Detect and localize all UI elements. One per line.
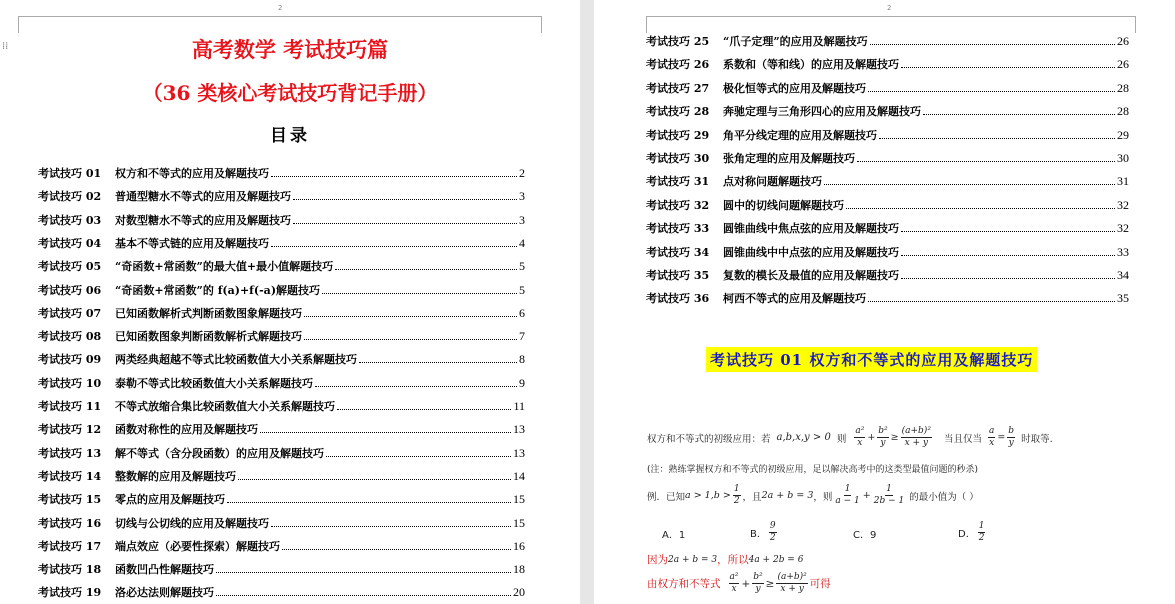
toc-entry-title: 张角定理的应用及解题技巧 [723,152,855,165]
toc-entry[interactable] [38,536,525,554]
toc-entry-number: 考试技巧 28 [646,105,710,119]
toc-entry-page: 15 [513,515,525,530]
fraction-1-2: $\frac{1}{2}$ [733,484,740,506]
toc-entry-title: 整数解的应用及解题技巧 [115,469,236,483]
toc-entry-title: 已知函数图象判断函数解析式解题技巧 [115,330,302,344]
solution-text: 由权方和不等式 [647,578,721,590]
toc-entry-number: 考试技巧 35 [646,269,710,282]
toc-entry-page: 16 [513,538,525,553]
toc-entry-page: 13 [513,422,525,437]
note-text: (注：熟练掌握权方和不等式的初级应用，足以解决高考中的这类型最值问题的秒杀) [647,465,979,475]
toc-entry[interactable] [646,171,1129,189]
toc-leader-dots [304,316,517,317]
toc-leader-dots [271,176,517,177]
toc-entry-number: 考试技巧 19 [38,586,102,600]
toc-entry-number: 考试技巧 05 [38,260,102,274]
toc-entry-title: 切线与公切线的应用及解题技巧 [115,516,269,530]
toc-entry-page: 20 [513,585,525,600]
toc-leader-dots [293,199,517,200]
fraction-ab2-xy: $\frac{\text{(a+b)²}}{x + y}$ [901,426,931,448]
toc-entry-title: “奇函数+常函数”的 f(a)+f(-a)解题技巧 [115,283,321,297]
document-page-left [0,0,580,604]
toc-entry-page: 26 [1117,57,1129,72]
fraction-ab2-xy: $\frac{\text{(a+b)²}}{x + y}$ [777,572,807,594]
toc-entry[interactable] [646,265,1129,283]
toc-leader-dots [870,44,1115,45]
toc-entry[interactable] [38,233,525,251]
fraction-1-2b-1: $\frac{1}{2b - 1}$ [873,484,905,506]
toc-entry-page: 11 [513,399,525,413]
toc-entry-page: 34 [1117,268,1129,282]
toc-entry-title: 对数型糖水不等式的应用及解题技巧 [115,213,291,227]
toc-entry-page: 13 [513,445,525,460]
toc-leader-dots [216,595,511,596]
toc-leader-dots [271,526,511,527]
toc-entry-title: 零点的应用及解题技巧 [115,493,225,507]
toc-entry[interactable] [38,163,525,181]
example-suffix: 的最小值为（ ） [909,491,979,503]
option-a: A．1 [662,530,686,541]
toc-entry-title: 两类经典超越不等式比较函数值大小关系解题技巧 [115,353,357,367]
toc-entry[interactable] [38,373,525,391]
toc-leader-dots [335,269,517,270]
toc-entry[interactable] [38,559,525,577]
toc-entry-page: 18 [513,562,525,577]
header-margin-marker [18,16,542,33]
toc-entry-page: 9 [519,375,525,390]
toc-entry-title: 函数凹凸性解题技巧 [115,563,214,577]
toc-leader-dots [857,161,1115,162]
toc-leader-dots [260,432,511,433]
intro-label: 权方和不等式的初级应用：若 [647,433,771,445]
toc-entry-page: 5 [519,282,525,297]
toc-leader-dots [227,502,511,503]
toc-entry-title: 点对称问题解题技巧 [723,175,822,189]
document-title: 高考数学 考试技巧篇 [191,37,389,62]
toc-entry[interactable] [38,303,525,321]
example-cond1: a > 1,b > [685,490,731,501]
toc-entry-title: 基本不等式链的应用及解题技巧 [115,236,269,250]
fraction-b2-y: $\frac{\text{b²}}{y}$ [878,426,888,448]
toc-entry[interactable] [38,396,525,414]
example-line: 例．已知 a > 1,b > $\frac{1}{2}$ ，且 2a + b = 3 ，则 $\frac{1}{a - 1}$ + $\frac{1}{2b - 1}$ 的最小值为（ ） [647,484,979,506]
fraction-b-y: $\frac{b}{y}$ [1008,426,1015,448]
toc-leader-dots [293,223,517,224]
toc-entry-page: 28 [1117,80,1129,95]
toc-leader-dots [901,231,1115,232]
toc-entry-title: 复数的模长及最值的应用及解题技巧 [723,269,899,282]
toc-entry-title: 极化恒等式的应用及解题技巧 [723,81,866,95]
toc-entry-number: 考试技巧 06 [38,283,102,297]
solution-text: ，所以 [717,554,749,566]
toc-entry-number: 考试技巧 15 [38,493,102,507]
toc-entry-title: 权方和不等式的应用及解题技巧 [115,167,269,180]
fraction-1-2-d: $\frac{1}{2}$ [978,521,985,543]
toc-entry[interactable] [38,466,525,484]
toc-entry-number: 考试技巧 34 [646,245,710,259]
toc-entry-number: 考试技巧 30 [646,152,710,165]
toc-entry-title: 端点效应（必要性探索）解题技巧 [115,539,280,553]
toc-entry-number: 考试技巧 04 [38,236,102,250]
solution-equation: 4a + 2b = 6 [748,554,804,565]
toc-entry-title: 奔驰定理与三角形四心的应用及解题技巧 [723,105,921,119]
toc-entry-page: 32 [1117,221,1129,236]
toc-entry-title: 解不等式（含分段函数）的应用及解题技巧 [115,446,324,460]
option-d-label: D． [958,529,976,540]
toc-leader-dots [846,208,1115,209]
toc-leader-dots [337,409,511,410]
toc-entry-number: 考试技巧 26 [646,58,710,72]
toc-entry[interactable] [38,489,525,507]
toc-leader-dots [879,138,1115,139]
toc-leader-dots [868,301,1115,302]
toc-entry[interactable] [646,78,1129,96]
toc-entry-title: 普通型糖水不等式的应用及解题技巧 [115,190,291,204]
intro-when: 当且仅当 [943,433,982,445]
toc-entry[interactable] [646,218,1129,236]
toc-leader-dots [868,91,1115,92]
toc-entry-page: 3 [519,189,525,204]
fraction-a2-x: $\frac{\text{a²}}{x}$ [855,426,865,448]
toc-entry[interactable] [646,125,1129,143]
solution-line-1 [647,552,803,567]
fraction-1-a-1: $\frac{1}{a - 1}$ [835,484,860,506]
toc-leader-dots [216,572,511,573]
toc-entry-page: 26 [1117,34,1129,48]
toc-leader-dots [901,255,1115,256]
toc-entry[interactable] [38,443,525,461]
option-b-label: B． [750,529,767,540]
solution-line-2: 由权方和不等式 $\frac{\text{a²}}{x}$ + $\frac{\text{b²}}{y}$ ≥ $\frac{\text{(a+b)²}}{x + y}$ 可得 [647,572,831,594]
toc-leader-dots [315,386,517,387]
toc-entry-page: 35 [1117,291,1129,306]
toc-leader-dots [322,293,517,294]
toc-leader-dots [326,456,511,457]
toc-entry[interactable] [38,513,525,531]
toc-entry-title: 柯西不等式的应用及解题技巧 [723,292,866,306]
toc-entry-number: 考试技巧 31 [646,175,710,189]
intro-then: 则 [836,433,847,445]
fraction-a-x: $\frac{a}{x}$ [988,426,995,448]
toc-leader-dots [304,339,517,340]
toc-entry-title: 角平分线定理的应用及解题技巧 [723,128,877,142]
solution-equation: 2a + b = 3 [668,554,718,565]
toc-entry[interactable] [38,326,525,344]
toc-entry-page: 6 [519,305,525,320]
toc-heading: 目录 [270,126,310,146]
toc-entry-page: 5 [519,259,525,274]
toc-entry-title: “爪子定理”的应用及解题技巧 [723,35,868,48]
toc-entry[interactable] [646,242,1129,260]
toc-leader-dots [824,184,1115,185]
toc-entry-number: 考试技巧 29 [646,128,710,142]
toc-entry-title: 圆锥曲线中焦点弦的应用及解题技巧 [723,222,899,236]
toc-entry-page: 28 [1117,104,1129,119]
example-prefix: 例．已知 [647,491,686,503]
intro-eq: 时取等. [1021,433,1053,445]
page-number: 2 [887,4,892,12]
toc-entry-number: 考试技巧 12 [38,423,102,437]
toc-entry-number: 考试技巧 33 [646,222,710,236]
toc-entry-number: 考试技巧 07 [38,306,102,320]
drag-handle-icon[interactable]: ⁞⁞ [2,41,9,52]
toc-entry-number: 考试技巧 01 [38,167,102,180]
toc-entry-number: 考试技巧 11 [38,400,102,413]
toc-leader-dots [901,278,1115,279]
toc-entry-title: 系数和（等和线）的应用及解题技巧 [723,58,899,72]
option-c: C．9 [853,530,877,541]
option-d [958,521,987,544]
toc-entry-page: 14 [513,468,525,483]
section-title: 考试技巧 01 权方和不等式的应用及解题技巧 [706,347,1037,372]
toc-entry-number: 考试技巧 02 [38,190,102,204]
example-cond3: 2a + b = 3 [761,490,814,501]
fraction-b2-y: $\frac{\text{b²}}{y}$ [753,572,763,594]
toc-entry-page: 29 [1117,127,1129,142]
toc-entry-page: 8 [519,352,525,367]
toc-entry[interactable] [38,280,525,298]
toc-entry-number: 考试技巧 17 [38,539,102,553]
example-cond2: ，且 [742,491,762,503]
solution-text: 因为 [647,554,668,566]
toc-entry[interactable] [646,288,1129,306]
toc-leader-dots [923,114,1115,115]
example-cond4: ，则 [813,491,833,503]
toc-entry-page: 30 [1117,151,1129,165]
toc-leader-dots [901,67,1115,68]
toc-entry-number: 考试技巧 13 [38,446,102,460]
toc-entry-number: 考试技巧 09 [38,353,102,367]
toc-entry-title: 圆锥曲线中中点弦的应用及解题技巧 [723,245,899,259]
toc-entry[interactable] [38,419,525,437]
toc-entry-page: 4 [519,235,525,250]
toc-entry-page: 7 [519,329,525,344]
toc-entry-number: 考试技巧 08 [38,330,102,344]
toc-leader-dots [282,549,511,550]
toc-entry[interactable] [38,186,525,204]
toc-entry-title: 泰勒不等式比较函数值大小关系解题技巧 [115,376,313,390]
toc-entry-number: 考试技巧 03 [38,213,102,227]
document-page-right [594,0,1175,604]
toc-entry-page: 3 [519,212,525,227]
fraction-9-2: $\frac{9}{2}$ [769,521,776,543]
option-b [750,521,779,544]
toc-entry-title: “奇函数+常函数”的最大值+最小值解题技巧 [115,260,334,274]
toc-leader-dots [238,479,511,480]
solution-text: 可得 [809,578,831,590]
toc-entry-number: 考试技巧 27 [646,81,710,95]
toc-entry[interactable] [38,256,525,274]
toc-entry-title: 圆中的切线问题解题技巧 [723,198,844,212]
toc-entry-page: 2 [519,166,525,180]
intro-line: 权方和不等式的初级应用：若 a,b,x,y > 0 则 $\frac{\text{a²}}{x}$ + $\frac{\text{b²}}{y}$ ≥ $\frac{\text{(a+b)²}}{x + y}$ 当且仅当 $\frac{a}{x}$ = $\frac{b}{y}$ 时取等. [647,426,1053,448]
toc-entry[interactable] [38,210,525,228]
toc-entry[interactable] [646,195,1129,213]
toc-entry[interactable] [646,148,1129,166]
toc-entry-number: 考试技巧 32 [646,198,710,212]
toc-entry-page: 32 [1117,197,1129,212]
toc-entry[interactable] [646,54,1129,72]
fraction-a2-x: $\frac{\text{a²}}{x}$ [729,572,739,594]
toc-entry-title: 已知函数解析式判断函数图象解题技巧 [115,306,302,320]
toc-entry[interactable] [646,31,1129,49]
toc-leader-dots [359,362,517,363]
toc-entry-page: 15 [513,492,525,507]
toc-entry-number: 考试技巧 18 [38,563,102,577]
toc-entry-title: 不等式放缩合集比较函数值大小关系解题技巧 [115,400,335,413]
toc-entry-number: 考试技巧 16 [38,516,102,530]
toc-entry-page: 31 [1117,174,1129,189]
toc-entry[interactable] [646,101,1129,119]
toc-entry-title: 函数对称性的应用及解题技巧 [115,423,258,437]
toc-entry[interactable] [38,582,525,600]
toc-entry-number: 考试技巧 25 [646,35,710,48]
toc-entry-page: 33 [1117,244,1129,259]
toc-entry-number: 考试技巧 36 [646,292,710,306]
toc-entry-number: 考试技巧 10 [38,376,102,390]
toc-entry-title: 洛必达法则解题技巧 [115,586,214,600]
document-subtitle: （36 类核心考试技巧背记手册） [142,81,438,105]
toc-entry-number: 考试技巧 14 [38,469,102,483]
intro-vars: a,b,x,y > 0 [776,432,831,443]
toc-leader-dots [271,246,517,247]
toc-entry[interactable] [38,349,525,367]
page-number: 2 [278,4,283,12]
